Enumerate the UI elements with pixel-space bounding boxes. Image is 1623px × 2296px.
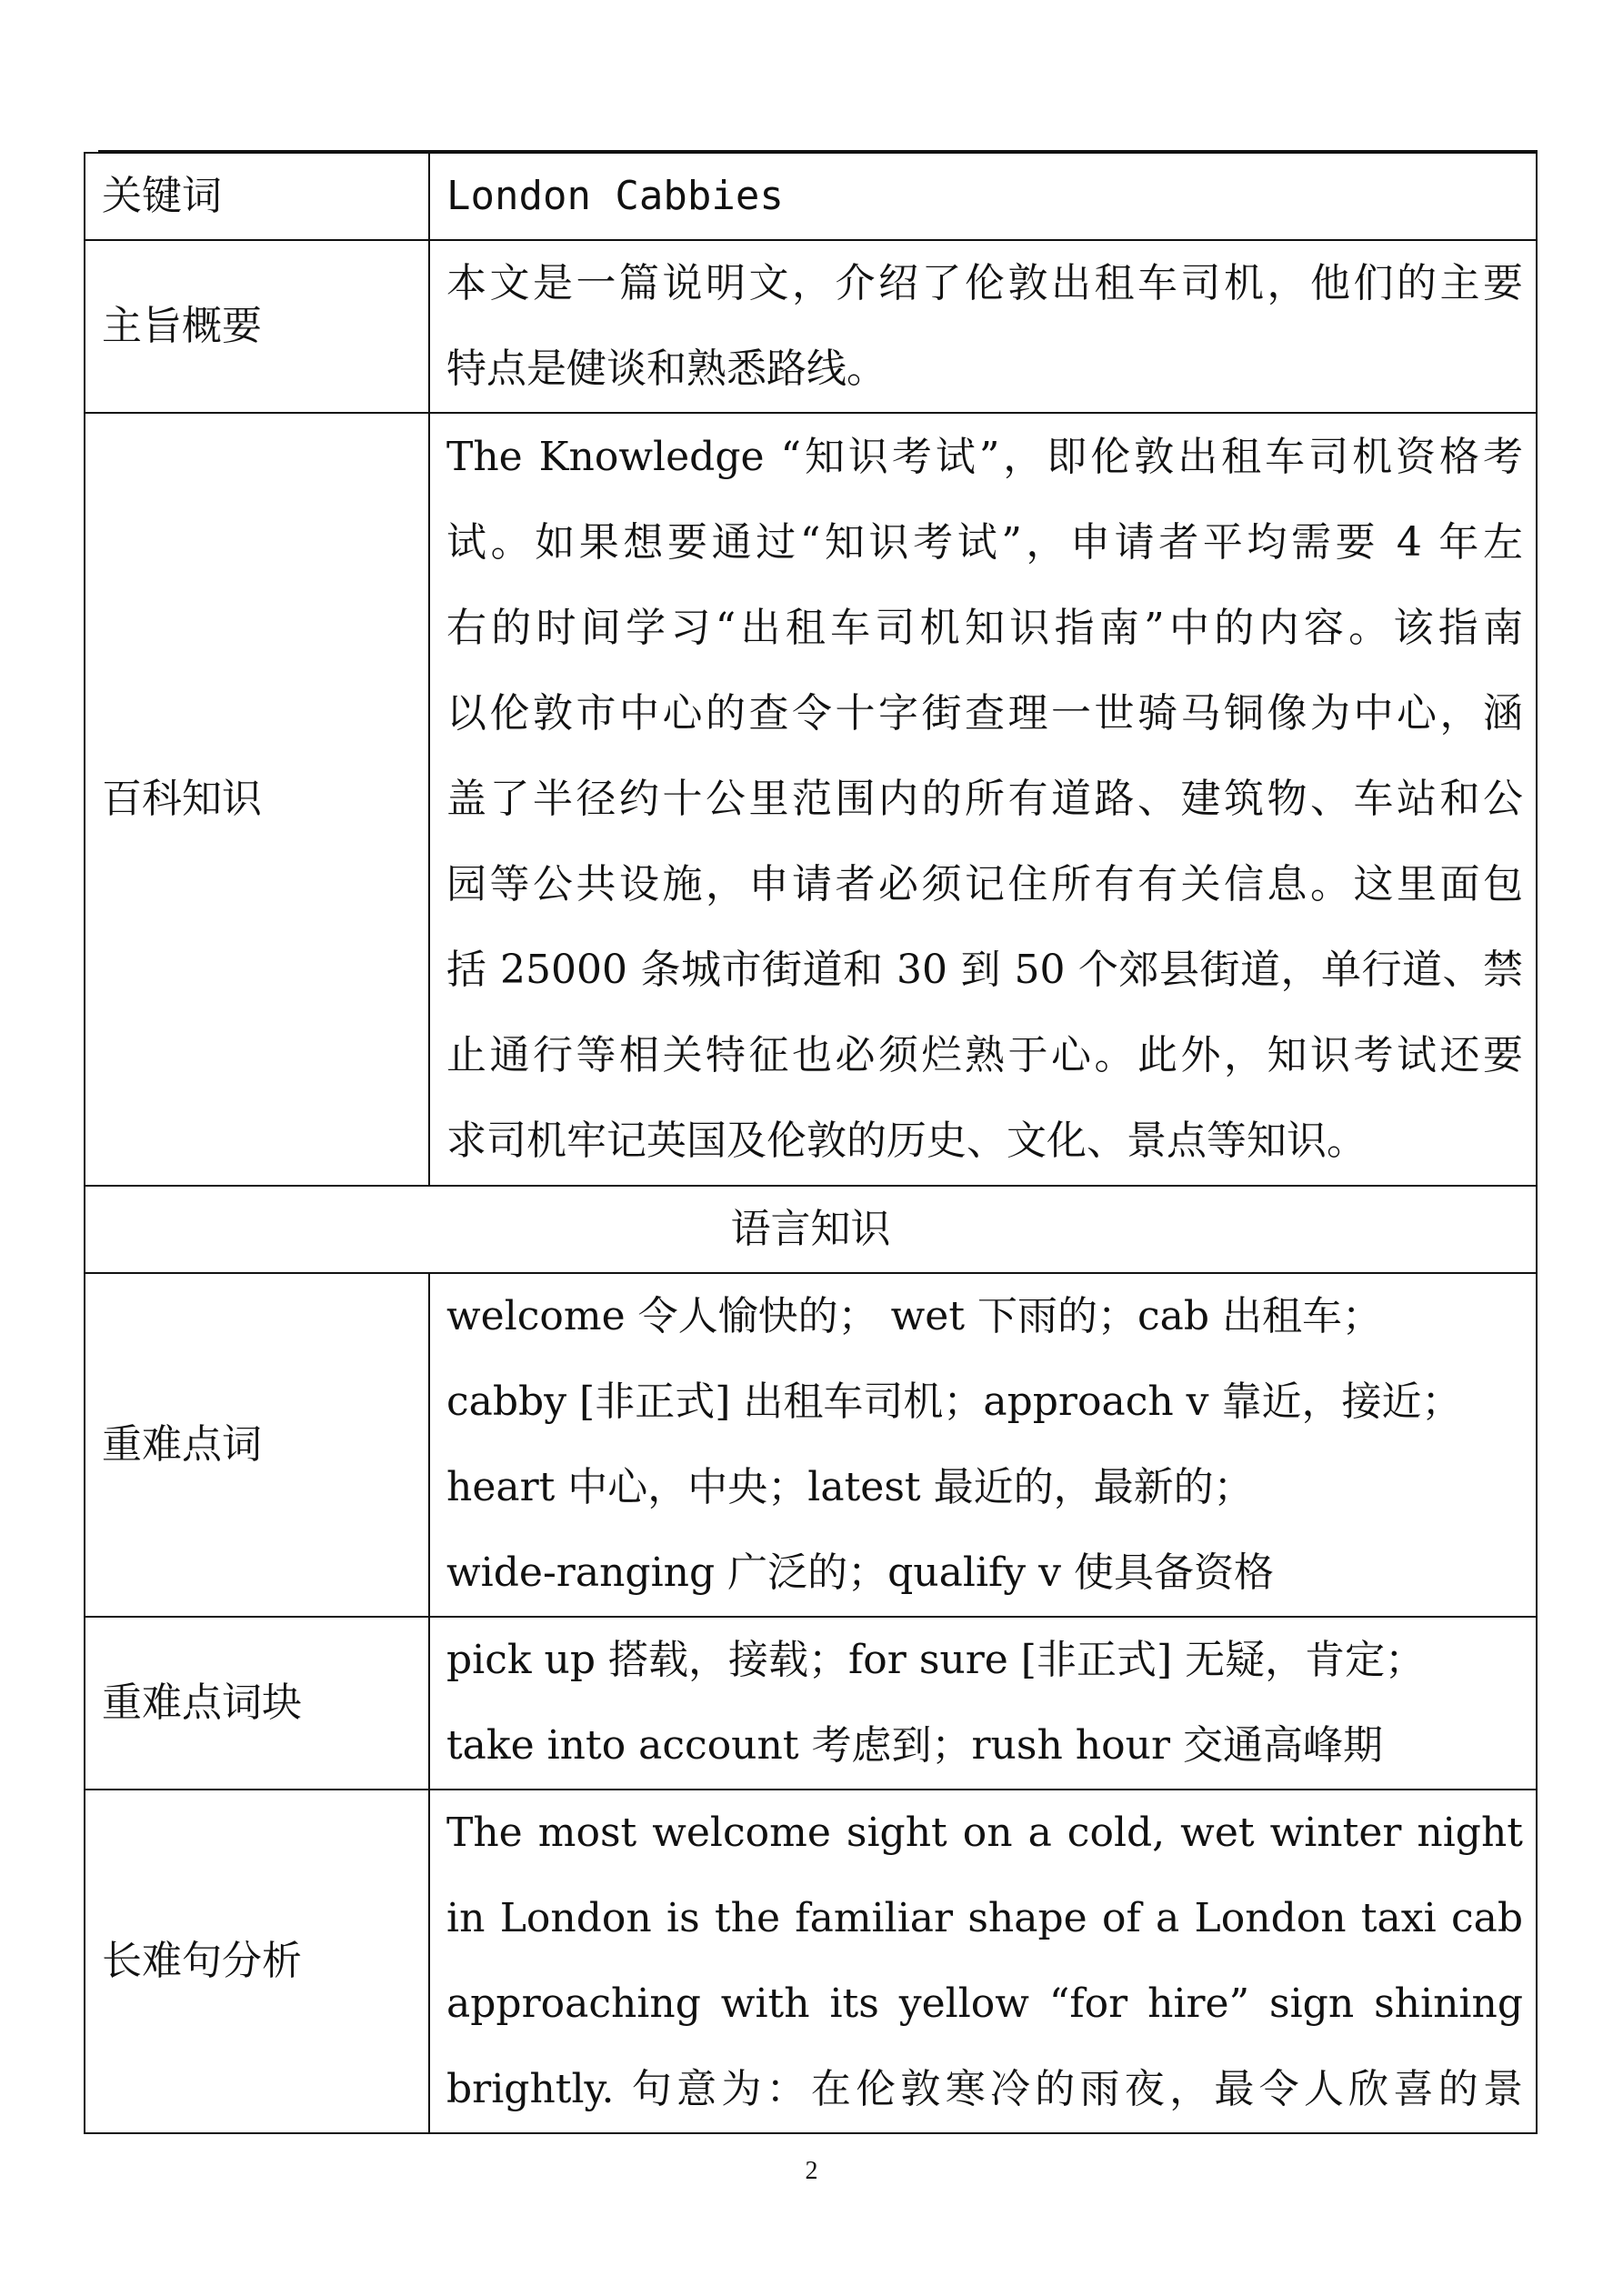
key-words-line: welcome 令人愉快的； wet 下雨的；cab 出租车；: [446, 1293, 1383, 1339]
row-key-words: [85, 1273, 1537, 1617]
long-sentence-label: 长难句分析: [85, 1790, 429, 2133]
lesson-table: [84, 152, 1538, 2134]
key-phrases-line: pick up 搭载，接载；for sure [非正式] 无疑，肯定；: [446, 1637, 1426, 1683]
language-section-title: 语言知识: [85, 1186, 1537, 1273]
key-phrases-line: take into account 考虑到；rush hour 交通高峰期: [446, 1722, 1383, 1769]
key-words-content: [429, 1273, 1537, 1617]
row-keyword: [85, 153, 1537, 240]
row-key-phrases: [85, 1617, 1537, 1790]
summary-content: [429, 240, 1537, 413]
long-sentence-content: [429, 1790, 1537, 2133]
encyclopedia-line: 盖了半径约十公里范围内的所有道路、建筑物、车站和公: [446, 776, 1523, 822]
long-sentence-line: The most welcome sight on a cold, wet winter night: [446, 1810, 1523, 1856]
row-long-sentence: [85, 1790, 1537, 2133]
long-sentence-line: approaching with its yellow “for hire” sign shining: [446, 1980, 1523, 2027]
long-sentence-line: in London is the familiar shape of a London taxi cab: [446, 1895, 1523, 1941]
summary-label: 主旨概要: [85, 240, 429, 413]
key-words-label: 重难点词: [85, 1273, 429, 1617]
encyclopedia-line: 括 25000 条城市街道和 30 到 50 个郊县街道，单行道、禁: [446, 947, 1523, 993]
row-summary: [85, 240, 1537, 413]
summary-line: 特点是健谈和熟悉路线。: [446, 346, 887, 392]
encyclopedia-line: 园等公共设施，申请者必须记住所有有关信息。这里面包: [446, 861, 1523, 907]
keyword-value: London Cabbies: [429, 153, 1537, 240]
long-sentence-line: brightly. 句意为：在伦敦寒冷的雨夜，最令人欣喜的景: [446, 2066, 1523, 2112]
page-number: 2: [805, 2157, 818, 2185]
key-phrases-label: 重难点词块: [85, 1617, 429, 1790]
encyclopedia-label: 百科知识: [85, 413, 429, 1186]
row-language-section: [85, 1186, 1537, 1273]
encyclopedia-line: 求司机牢记英国及伦敦的历史、文化、景点等知识。: [446, 1118, 1367, 1164]
encyclopedia-line: The Knowledge “知识考试”，即伦敦出租车司机资格考: [446, 434, 1523, 480]
encyclopedia-content: [429, 413, 1537, 1186]
encyclopedia-line: 右的时间学习“出租车司机知识指南”中的内容。该指南: [446, 605, 1523, 651]
keyword-label: 关键词: [85, 153, 429, 240]
key-phrases-content: [429, 1617, 1537, 1790]
key-words-line: heart 中心，中央；latest 最近的，最新的；: [446, 1464, 1254, 1510]
encyclopedia-line: 试。如果想要通过“知识考试”，申请者平均需要 4 年左: [446, 519, 1523, 566]
encyclopedia-line: 以伦敦市中心的查令十字街查理一世骑马铜像为中心，涵: [446, 690, 1523, 737]
row-encyclopedia: [85, 413, 1537, 1186]
summary-line: 本文是一篇说明文，介绍了伦敦出租车司机，他们的主要: [446, 260, 1523, 306]
key-words-line: cabby [非正式] 出租车司机；approach v 靠近，接近；: [446, 1379, 1462, 1425]
encyclopedia-line: 止通行等相关特征也必须烂熟于心。此外，知识考试还要: [446, 1032, 1523, 1078]
key-words-line: wide-ranging 广泛的；qualify v 使具备资格: [446, 1549, 1274, 1596]
